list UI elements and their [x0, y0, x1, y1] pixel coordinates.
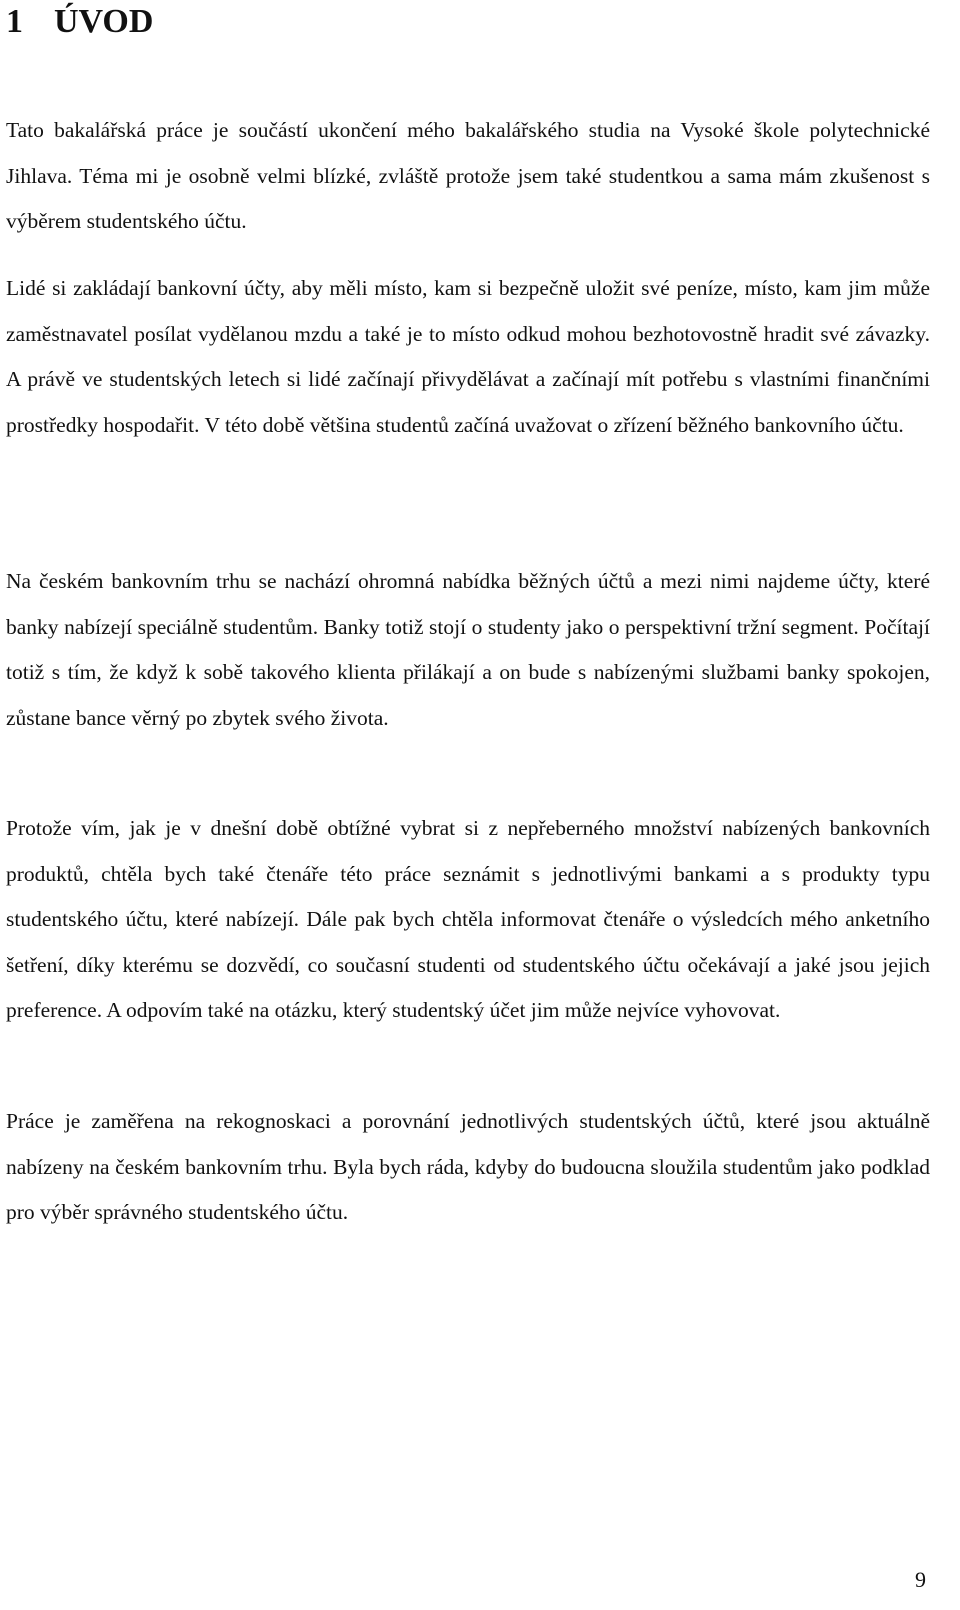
chapter-number: 1 [6, 3, 23, 40]
chapter-title: ÚVOD [54, 3, 154, 40]
page-number: 9 [915, 1567, 926, 1592]
paragraph-intro: Tato bakalářská práce je součástí ukončení mého bakalářského studia na Vysoké škole polytechnické Jihlava. Téma mi je osobně velmi blízké, zvláště protože jsem také studentkou a sama mám zkušenost s výběrem studentského účtu. [6, 118, 930, 233]
document-page [6, 0, 930, 1610]
paragraph-bank-accounts: Lidé si zakládají bankovní účty, aby měli místo, kam si bezpečně uložit své peníze, místo, kam jim může zaměstnavatel posílat vydělanou mzdu a také je to místo odkud mohou bezhotovostně hradit své závazky. A právě ve studentských letech si lidé začínají přivydělávat a začínají mít potřebu s vlastními finančními prostředky hospodařit. V této době většina studentů začíná uvažovat o zřízení běžného bankovního účtu. [6, 276, 930, 437]
paragraph-market: Na českém bankovním trhu se nachází ohromná nabídka běžných účtů a mezi nimi najdeme účty, které banky nabízejí speciálně studentům. Banky totiž stojí o studenty jako o perspektivní tržní segment. Počítají totiž s tím, že když k sobě takového klienta přilákají a on bude s nabízenými službami banky spokojen, zůstane bance věrný po zbytek svého života. [6, 569, 930, 730]
paragraph-purpose: Protože vím, jak je v dnešní době obtížné vybrat si z nepřeberného množství nabízených bankovních produktů, chtěla bych také čtenáře této práce seznámit s jednotlivými bankami a s produkty typu studentského účtu, které nabízejí. Dále pak bych chtěla informovat čtenáře o výsledcích mého anketního šetření, díky kterému se dozvědí, co současní studenti od studentského účtu očekávají a jaké jsou jejich preference. A odpovím také na otázku, který studentský účet jim může nejvíce vyhovovat. [6, 816, 930, 1022]
paragraph-focus: Práce je zaměřena na rekognoskaci a porovnání jednotlivých studentských účtů, které jsou aktuálně nabízeny na českém bankovním trhu. Byla bych ráda, kdyby do budoucna sloužila studentům jako podklad pro výběr správného studentského účtu. [6, 1109, 930, 1224]
chapter-heading [6, 2, 153, 42]
